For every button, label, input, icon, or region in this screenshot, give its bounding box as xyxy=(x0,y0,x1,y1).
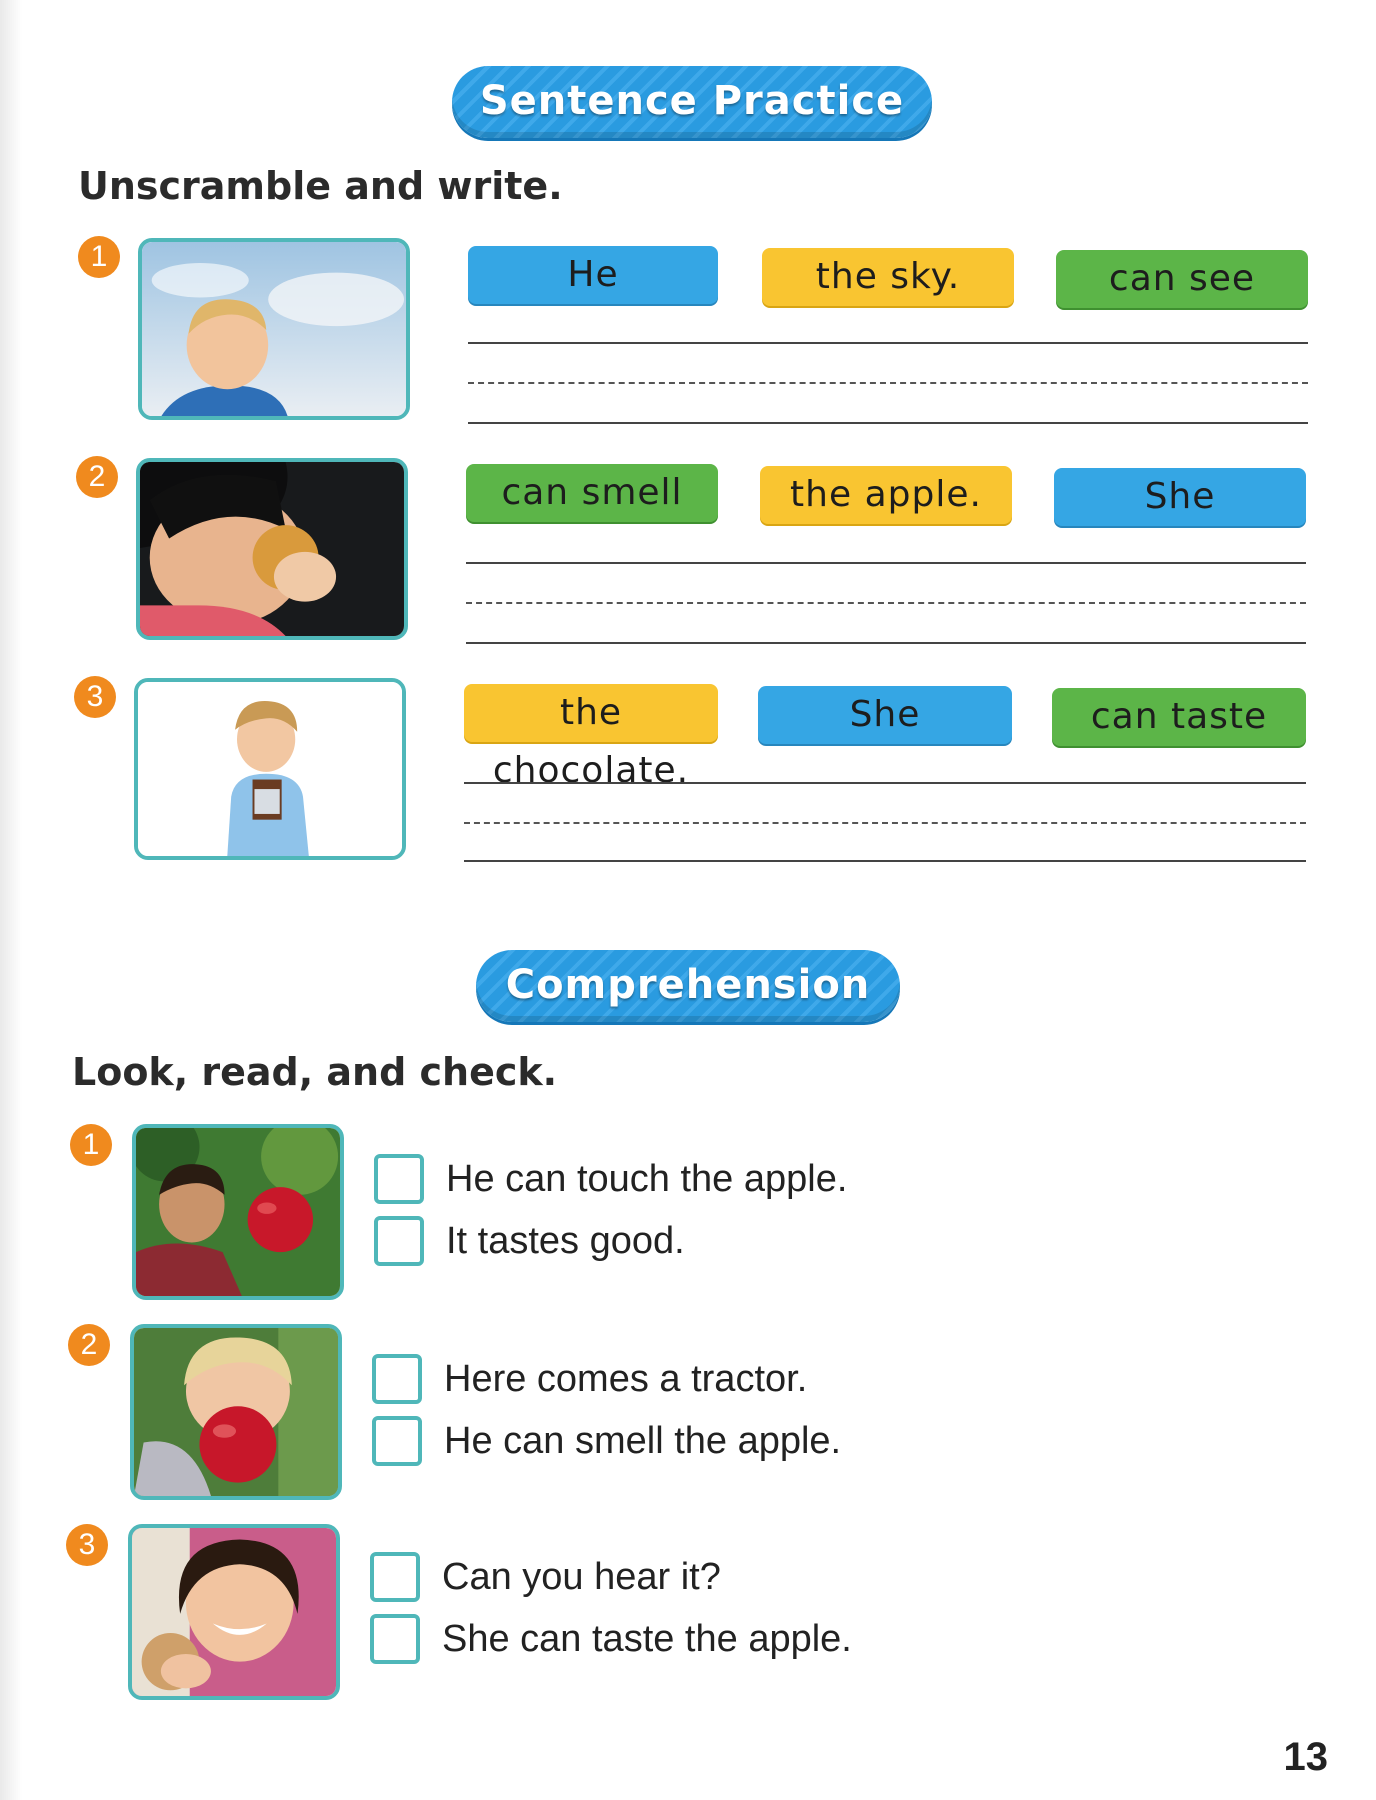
item-number: 3 xyxy=(66,1524,108,1566)
item-number: 1 xyxy=(70,1124,112,1166)
photo-girl-smelling-apple xyxy=(136,458,408,640)
writing-line-top xyxy=(466,562,1306,564)
item-number: 2 xyxy=(76,456,118,498)
sentence-practice-banner: Sentence Practice xyxy=(452,66,932,138)
photo-boy-touching-apple xyxy=(132,1124,344,1300)
page-edge xyxy=(0,0,22,1800)
word-tile[interactable]: She xyxy=(1054,468,1306,526)
word-tile[interactable]: the sky. xyxy=(762,248,1014,306)
answer-option-text: It tastes good. xyxy=(446,1220,685,1262)
item-number: 1 xyxy=(78,236,120,278)
word-tile[interactable]: He xyxy=(468,246,718,304)
answer-checkbox[interactable] xyxy=(370,1552,420,1602)
answer-option-text: He can touch the apple. xyxy=(446,1158,848,1200)
answer-option-text: He can smell the apple. xyxy=(444,1420,842,1462)
writing-line-base xyxy=(468,422,1308,424)
writing-line-base xyxy=(466,642,1306,644)
item-number: 2 xyxy=(68,1324,110,1366)
writing-line-base xyxy=(464,860,1306,862)
answer-checkbox[interactable] xyxy=(374,1216,424,1266)
look-read-check-instruction: Look, read, and check. xyxy=(72,1050,558,1094)
word-tile[interactable]: She xyxy=(758,686,1012,744)
page-number: 13 xyxy=(1283,1735,1328,1779)
photo-girl-tasting-apple xyxy=(128,1524,340,1700)
comprehension-banner: Comprehension xyxy=(476,950,900,1022)
answer-option-text: She can taste the apple. xyxy=(442,1618,852,1660)
writing-line-top xyxy=(468,342,1308,344)
photo-boy-smelling-apple xyxy=(130,1324,342,1500)
answer-option-text: Can you hear it? xyxy=(442,1556,721,1598)
word-tile[interactable]: the chocolate. xyxy=(464,684,718,742)
word-tile[interactable]: can taste xyxy=(1052,688,1306,746)
item-number: 3 xyxy=(74,676,116,718)
writing-line-top xyxy=(464,782,1306,784)
writing-line-mid xyxy=(468,382,1308,384)
writing-line-mid xyxy=(464,822,1306,824)
answer-checkbox[interactable] xyxy=(370,1614,420,1664)
answer-checkbox[interactable] xyxy=(372,1354,422,1404)
photo-girl-eating-chocolate xyxy=(134,678,406,860)
answer-option-text: Here comes a tractor. xyxy=(444,1358,808,1400)
answer-checkbox[interactable] xyxy=(372,1416,422,1466)
photo-boy-looking-at-sky xyxy=(138,238,410,420)
answer-checkbox[interactable] xyxy=(374,1154,424,1204)
word-tile[interactable]: can smell xyxy=(466,464,718,522)
word-tile[interactable]: the apple. xyxy=(760,466,1012,524)
word-tile[interactable]: can see xyxy=(1056,250,1308,308)
unscramble-instruction: Unscramble and write. xyxy=(78,164,563,208)
writing-line-mid xyxy=(466,602,1306,604)
